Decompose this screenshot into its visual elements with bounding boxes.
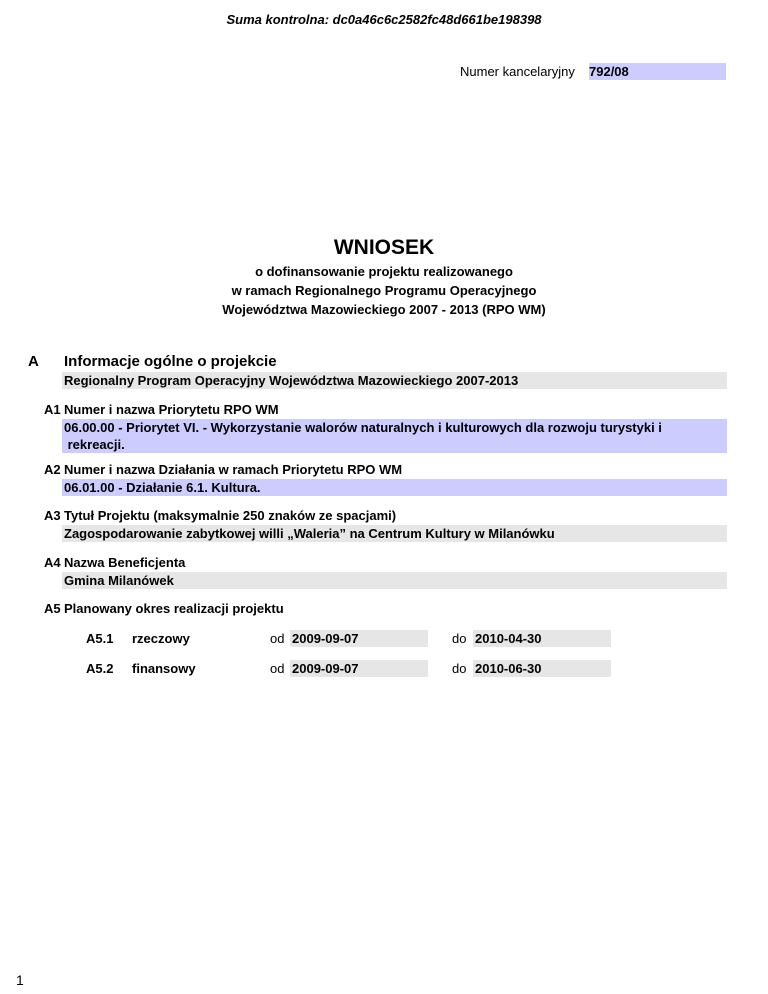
- a2-value[interactable]: 06.01.00 - Działanie 6.1. Kultura.: [62, 479, 727, 496]
- a1-value[interactable]: [62, 419, 727, 453]
- document-title: WNIOSEK: [333, 236, 435, 259]
- a5-1-do-label: do: [452, 631, 467, 646]
- a3-value[interactable]: Zagospodarowanie zabytkowej willi „Waleria” na Centrum Kultury w Milanówku: [62, 525, 727, 542]
- a5-label: Planowany okres realizacji projektu: [64, 601, 284, 616]
- a5-1-do-value[interactable]: 2010-04-30: [473, 630, 611, 647]
- a4-value[interactable]: Gmina Milanówek: [62, 572, 727, 589]
- section-a-title: Informacje ogólne o projekcie: [64, 353, 277, 370]
- a4-label: Nazwa Beneficjenta: [64, 555, 186, 570]
- a3-code: A3: [44, 508, 61, 523]
- a2-label: Numer i nazwa Działania w ramach Priorytetu RPO WM: [64, 462, 403, 477]
- kancelaryjny-value[interactable]: 792/08: [589, 63, 726, 80]
- a5-1-name: rzeczowy: [132, 631, 190, 646]
- a2-code: A2: [44, 462, 61, 477]
- subtitle-line-2: w ramach Regionalnego Programu Operacyjnego: [231, 283, 537, 298]
- page-number: 1: [16, 972, 24, 988]
- section-a-letter: A: [28, 353, 39, 370]
- a5-2-od-value[interactable]: 2009-09-07: [290, 660, 428, 677]
- a5-2-name: finansowy: [132, 661, 196, 676]
- a5-1-code: A5.1: [86, 631, 114, 646]
- a5-code: A5: [44, 601, 61, 616]
- a5-2-code: A5.2: [86, 661, 114, 676]
- a5-1-od-label: od: [270, 631, 285, 646]
- kancelaryjny-label: Numer kancelaryjny: [460, 64, 575, 79]
- a3-label: Tytuł Projektu (maksymalnie 250 znaków ze spacjami): [64, 508, 397, 523]
- checksum: Suma kontrolna: dc0a46c6c2582fc48d661be198398: [226, 12, 542, 27]
- section-a-value[interactable]: Regionalny Program Operacyjny Województwa Mazowieckiego 2007-2013: [62, 372, 727, 389]
- subtitle-line-1: o dofinansowanie projektu realizowanego: [255, 264, 513, 279]
- a5-2-od-label: od: [270, 661, 285, 676]
- a1-label: Numer i nazwa Priorytetu RPO WM: [64, 402, 279, 417]
- a1-code: A1: [44, 402, 61, 417]
- a1-value-line-2: rekreacji.: [64, 437, 125, 452]
- subtitle-line-3: Województwa Mazowieckiego 2007 - 2013 (RPO WM): [222, 302, 546, 317]
- a5-2-do-value[interactable]: 2010-06-30: [473, 660, 611, 677]
- a1-value-line-1: 06.00.00 - Priorytet VI. - Wykorzystanie walorów naturalnych i kulturowych dla rozwoju turystyki i: [64, 420, 662, 435]
- a4-code: A4: [44, 555, 61, 570]
- a5-2-do-label: do: [452, 661, 467, 676]
- a5-1-od-value[interactable]: 2009-09-07: [290, 630, 428, 647]
